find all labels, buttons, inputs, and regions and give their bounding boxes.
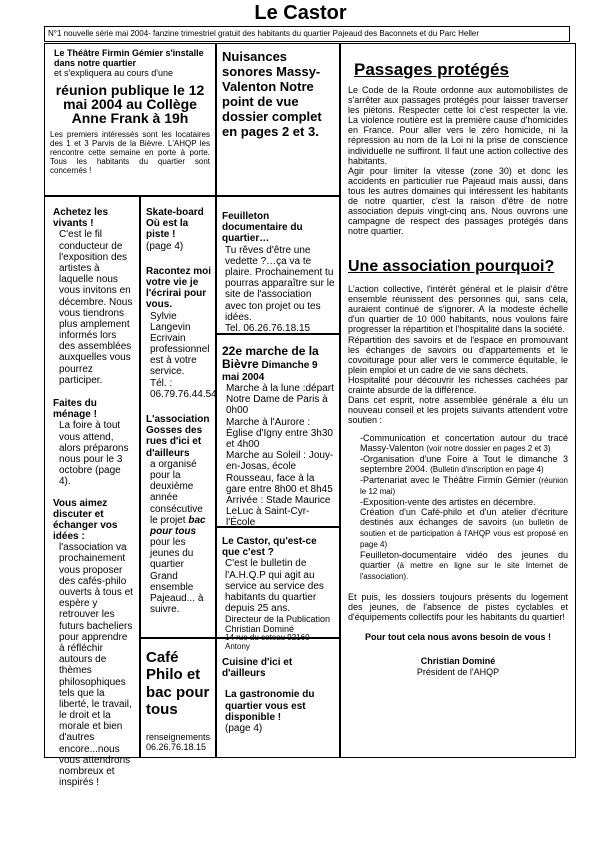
theatre-intro-2: et s'expliquera au cours d'une: [54, 68, 174, 79]
nuisances-text: Nuisances sonores Massy-Valenton Notre point de vue dossier complet en pages 2 et 3.: [222, 49, 322, 139]
racontez-title: Racontez moi votre vie je l'écrirai pour vous.: [146, 265, 212, 311]
association-p3: Hospitalité pour découvrir les richesses cachées par crainte absurde de la différence.: [348, 374, 568, 395]
projects-list: [348, 433, 568, 582]
skate-ref: (page 4): [146, 240, 184, 252]
faites-section: [45, 386, 139, 488]
marche-box: [216, 334, 340, 527]
gosses-body: a organisé pour la deuxième année consécutive le projet bac pour tous pour les jeunes du quartier Grand ensemble Pajeaud... à suivre.: [150, 458, 206, 616]
castor-info-title: Le Castor, qu'est-ce que c'est ?: [222, 536, 317, 559]
list-item: Création d'un Café-philo et d'un atelier d'écriture destinés aux échanges de savoirs (un bulletin de soutien et de participation à l'AHQP vous est proposé en page 4): [360, 507, 568, 550]
vous-aimez-body: l'association va prochainement vous proposer des cafés-philo ouverts à tous et espère y retrouver les futurs bacheliers pour apprendre à réfléchir autours de thèmes philosophiques tels que la liberté, le travail, le droit et la morale et bien d'autres encore...nous vous attendrons nombreux et inspirés !: [59, 542, 133, 789]
theatre-headline: réunion publique le 12 mai 2004 au Collège Anne Frank à 19h: [55, 82, 205, 127]
cuisine-title: Cuisine d'ici et d'ailleurs: [222, 657, 293, 680]
association-p4: Dans cet esprit, notre assemblée générale a élu un nouveau conseil et les projets suivants attendent votre soutien :: [348, 394, 568, 426]
masthead-subtitle: N°1 nouvelle série mai 2004- fanzine trimestriel gratuit des habitants du quartier Pajeaud des Baconnets et du Parc Heller: [44, 26, 570, 42]
feuilleton-title: Feuilleton documentaire du quartier…: [222, 211, 303, 245]
theatre-box: [44, 43, 216, 196]
passages-p1: Le Code de la Route ordonne aux automobilistes de s'arrêter aux passages protégés pour laisser traverser les piétons. Respecter cette loi c'est respecter la vie. La violence routière est la première cause d'homicides en France. Pour aller vers le zéro homicide, ni la répression au nom de la Loi ni la prise de conscience individuelle ne suffiront. Il faut une action collective des habitants.: [348, 85, 568, 166]
cuisine-ref: (page 4): [225, 722, 263, 734]
cafe-info: renseignements 06.26.76.18.15: [146, 732, 211, 753]
marche-l4: Arrivée : Stade Maurice LeLuc à Saint-Cyr-l'École: [226, 494, 331, 529]
castor-info-address: 14 rue du coteau 92160 Antony: [225, 633, 310, 652]
list-item: -Exposition-vente des artistes en décembre.: [360, 497, 536, 508]
signature-role: Président de l'AHQP: [416, 666, 500, 677]
gosses-title: L'association Gosses des rues d'ici et d'ailleurs: [146, 414, 210, 459]
faites-title: Faites du ménage !: [53, 398, 97, 421]
feuilleton-tel: Tel. 06.26.76.18.15: [225, 322, 311, 334]
cuisine-box: [216, 638, 340, 758]
list-item: -Communication et concertation autour du tracé Massy-Valenton (voir notre dossier en pages 2 et 3): [360, 433, 568, 454]
faites-body: La foire à tout vous attend, alors préparons nous pour le 3 octobre (page 4).: [59, 420, 129, 488]
middle-left-column: [140, 196, 216, 638]
marche-heading: [222, 345, 335, 383]
association-title: Une association pourquoi?: [348, 258, 555, 276]
feuilleton-box: [216, 196, 340, 334]
skate-title: Skate-board Où est la piste !: [146, 207, 204, 241]
castor-info-box: [216, 527, 340, 652]
left-column: [44, 196, 140, 789]
castor-info-director: Directeur de la Publication Christian Dominé: [225, 614, 331, 635]
cafe-philo-box: [140, 638, 216, 758]
association-p1: L'action collective, l'intérêt général et le plaisir d'être ensemble réunissent des personnes qui, sans cela, auraient continué de s'ignorer. A la modeste échelle d'un quartier de 10 000 habitants, nous voulons faire progresser la répartition et l'hospitalité dans la société.: [348, 284, 568, 335]
marche-l1: Marche à la lune :départ Notre Dame de Paris à 0h00: [226, 383, 334, 417]
theatre-body: Les premiers intéressés sont les locataires des 1 et 3 Parvis de la Bièvre. L'AHQP les rencontre cette semaine en porte à porte. Tous les habitants du quartier sont concernés !: [50, 130, 210, 176]
list-item: -Partenariat avec le Théâtre Firmin Gémier (réunion le 12 mai): [360, 475, 568, 497]
masthead-title: Le Castor: [254, 2, 347, 24]
racontez-tel: Tél. : 06.79.76.44.54: [150, 377, 217, 400]
cuisine-sub: La gastronomie du quartier vous est disponible !: [225, 689, 315, 723]
list-item: Feuilleton-documentaire vidéo des jeunes du quartier (à mettre en ligne sur le site Internet de l'association).: [360, 550, 568, 582]
castor-info-body: C'est le bulletin de l'A.H.Q.P qui agit au service au service des habitants du quartier depuis 25 ans.: [225, 558, 324, 615]
achetez-body: C'est le fil conducteur de l'exposition des artistes à laquelle nous vous invitons en décembre. Nous vous tiendrons plus amplement informés lors des assemblées auxquelles vous pourrez participer.: [59, 229, 133, 386]
theatre-intro: Le Théâtre Firmin Gémier s'installe dans notre quartier: [54, 48, 204, 69]
racontez-body: Sylvie Langevin Ecrivain professionnel est à votre service.: [150, 310, 210, 378]
marche-l2: Marche à l'Aurore : Église d'Igny entre 3h30 et 4h00: [226, 416, 333, 450]
list-item: -Organisation d'une Foire à Tout le dimanche 3 septembre 2004. (Bulletin d'inscription en page 4): [360, 454, 568, 475]
association-p2: Répartition des savoirs et de l'espace en promouvant les échanges de savoirs ou d'appartements et le covoiturage pour aller vers le commerce équitable, le plein emploi et un cadre de vie sans déchets.: [348, 334, 568, 375]
feuilleton-body: Tu rêves d'être une vedette ?…ça va te plaire. Prochainement tu pourras apparaître sur le site de l'association avec ton projet ou tes idées.: [225, 244, 335, 323]
passages-p2: Agir pour limiter la vitesse (zone 30) et donc les accidents en particulier rue Pajeaud mais aussi, dans tous les autres domaines qui intéressent les habitants de notre quartier, c'est la raison d'être de notre association depuis vingt-cinq ans. Nous ouvrons une campagne de respect des passages protégés dans notre quartier.: [348, 165, 568, 237]
passages-title: Passages protégés: [354, 60, 509, 79]
nuisances-box: [216, 43, 340, 196]
signature-name: Christian Dominé: [420, 656, 496, 667]
achetez-title: Achetez les vivants !: [53, 207, 109, 230]
association-closing: Pour tout cela nous avons besoin de vous !: [364, 632, 552, 643]
marche-date: Dimanche 9 mai 2004: [222, 360, 318, 383]
cafe-title: Café Philo et bac pour tous: [146, 649, 210, 718]
marche-l3: Marche au Soleil : Jouy-en-Josas, école Rousseau, face à la gare entre 8h00 et 8h45: [226, 450, 334, 495]
right-column: [340, 43, 576, 758]
vous-aimez-title: Vous aimez discuter et échanger vos idées :: [53, 497, 118, 543]
vous-aimez-section: [45, 488, 139, 789]
achetez-section: [45, 197, 139, 386]
association-p5: Et puis, les dossiers toujours présents du logement des jeunes, de l'absence de pistes cyclables et d'équipements collectifs pour les habitants du quartier!: [348, 592, 568, 623]
marche-title: 22e marche de la Bièvre: [222, 344, 319, 372]
